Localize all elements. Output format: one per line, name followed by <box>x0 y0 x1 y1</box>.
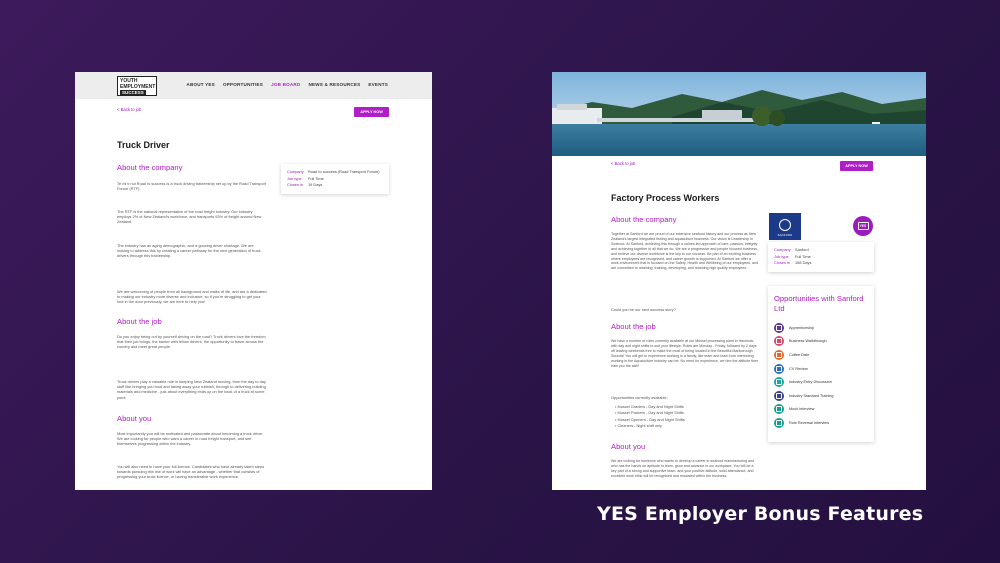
heading-about-company: About the company <box>117 163 183 172</box>
job-title: Truck Driver <box>117 140 170 150</box>
info-label: Closes in <box>774 260 791 266</box>
badge-text: YES <box>858 222 869 230</box>
opportunity-label: CV Review <box>789 366 808 371</box>
yes-logo[interactable] <box>117 76 157 96</box>
nav-job-board[interactable]: JOB BOARD <box>271 82 301 87</box>
yes-badge-icon <box>853 216 873 236</box>
job-title: Factory Process Workers <box>611 193 720 203</box>
opportunities-title: Opportunities with Sanford Ltd <box>774 294 864 313</box>
list-item: • Mussel Graders - Day and Night Shifts <box>615 404 755 410</box>
nav-news-resources[interactable]: NEWS & RESOURCES <box>308 82 361 87</box>
paragraph: You will also need to have your full licence. Candidates who have already taken steps towards pursuing this line of work will have an advantage - whether that consists of progressing your truck licence, or having transferable work experience. <box>117 464 265 480</box>
opportunity-label: Business Walkthrough <box>789 339 827 344</box>
paragraph: The RTF is the national representative of the road freight industry. Our industry employs 2% of New Zealand's workforce, and transports 93% of freight around New Zealand. <box>117 209 262 225</box>
opportunity-label: Role Reversal Interview <box>789 420 830 425</box>
logo-line-1: YOUTH <box>120 78 138 84</box>
logo-line-3: SUCCESS <box>122 90 144 95</box>
info-company-row <box>287 169 383 176</box>
factory-workers-job-page <box>552 72 926 490</box>
apply-now-button[interactable]: APPLY NOW <box>354 107 389 117</box>
opportunity-label: Industry Standard Training <box>789 393 834 398</box>
list-item: • Cleaners - Night shift only <box>615 423 755 429</box>
info-company-row <box>774 247 868 254</box>
apply-now-button[interactable]: APPLY NOW <box>840 161 873 171</box>
apprenticeship-icon <box>774 323 784 333</box>
paragraph: We have a number of roles currently available at our Mussel processing plant in Havelock, with day and night shifts to suit your lifestyle. Roles are Monday - Friday, followed by 2 days off leaving weekends free to make the most of being located in the Beautiful Marlborough Sounds! You will get to experience working in a family, like team and learn how interesting working in the Aquaculture industry can be. No need for experience, we hire the attitude then train you the skill! <box>611 339 759 368</box>
site-header <box>75 72 432 99</box>
sanford-ring-icon <box>779 219 791 231</box>
heading-about-job: About the job <box>117 317 162 326</box>
list-item: • Mussel Openers - Day and Night Shifts <box>615 417 755 423</box>
info-value: Sanford <box>795 247 809 252</box>
nav-about-yes[interactable]: ABOUT YES <box>186 82 215 87</box>
heading-about-job: About the job <box>611 322 656 331</box>
logo-line-2: EMPLOYMENT <box>120 84 156 90</box>
info-value: Full Time <box>795 253 811 259</box>
discussion-icon <box>774 377 784 387</box>
opportunity-item[interactable] <box>774 416 868 430</box>
slide-caption: YES Employer Bonus Features <box>597 503 924 525</box>
opportunities-list <box>774 321 868 430</box>
paragraph: Te mi ti nui Road to success is a truck driving traineeship set up by the Road Transport Forum (RTF). <box>117 181 266 192</box>
paragraph: We are welcoming of people from all background and walks of life, and are a dedicated to making our industry more diverse and inclusive, so if you're struggling to get your foot in the door previously, we are here to help you! <box>117 289 267 305</box>
opportunities-bullet-list <box>615 404 755 430</box>
opportunity-item[interactable] <box>774 335 868 349</box>
opportunity-label: Mock Interview <box>789 407 815 412</box>
info-value: Full Time <box>308 175 324 181</box>
paragraph: Could you be our next success story? <box>611 307 676 312</box>
reversal-icon <box>774 418 784 428</box>
list-item: • Mussel Packers - Day and Night Shifts <box>615 410 755 416</box>
paragraph: The industry has an aging demographic, and a growing driver shortage. We are looking to address this by creating a career pathway for the next generation of truck drivers through this traineeship. <box>117 243 261 259</box>
opportunities-card <box>768 286 874 442</box>
info-value: 19 Days <box>308 182 323 188</box>
cv-icon <box>774 364 784 374</box>
opportunity-label: Apprenticeship <box>789 325 815 330</box>
info-closes-row <box>287 182 383 189</box>
info-label: Closes in <box>287 182 304 188</box>
walkthrough-icon <box>774 336 784 346</box>
heading-about-you: About you <box>611 442 646 451</box>
back-to-job-link[interactable]: < Back to job <box>117 107 142 112</box>
sanford-logo-text: SANFORD <box>777 234 793 237</box>
opportunity-item[interactable] <box>774 348 868 362</box>
opportunity-item[interactable] <box>774 403 868 417</box>
opportunity-item[interactable] <box>774 375 868 389</box>
nav-events[interactable]: EVENTS <box>368 82 388 87</box>
hero-image <box>552 72 926 156</box>
info-jobtype-row <box>774 254 868 261</box>
paragraph: Truck drivers play a valuable role in keeping New Zealand moving, from the day to day stuff like bringing you food and taking away your rubbish, through to delivering building materials and medicine - just about everything ends up on the back of a truck at some point. <box>117 379 266 400</box>
marina-landscape-image <box>552 72 926 156</box>
paragraph: We are looking for someone who wants to develop a career in seafood manufacturing and who has the hands on aptitude to learn, grow and advance in our workplace. You will be a key part of a strong and supportive team, and your positive attitude, solid attendance, and excellent work ethic will be recognised and rewarded within the business. <box>611 459 754 478</box>
nav-opportunities[interactable]: OPPORTUNITIES <box>222 82 264 87</box>
info-value: 158 Days <box>795 260 812 266</box>
job-info-card <box>768 242 874 272</box>
paragraph: Opportunities currently available: <box>611 395 668 400</box>
paragraph: Most importantly you will be motivated and passionate about becoming a truck driver. We are looking for people who want a career in road freight transport, and see themselves progressing within the industry. <box>117 431 264 447</box>
info-jobtype-row <box>287 176 383 183</box>
info-label: Job type <box>774 253 789 259</box>
info-closes-row <box>774 260 868 267</box>
info-label: Job type <box>287 175 302 181</box>
opportunity-label: Coffee Date <box>789 352 810 357</box>
opportunity-item[interactable] <box>774 362 868 376</box>
opportunity-item[interactable] <box>774 389 868 403</box>
opportunity-item[interactable] <box>774 321 868 335</box>
info-label: Company <box>287 169 304 174</box>
paragraph: Do you enjoy being out by yourself driving on the road? Truck drivers love the freedom that their job brings, the banter with fellow drivers, the opportunity to travel across the country and meet great people. <box>117 334 266 350</box>
job-info-card <box>281 164 389 194</box>
main-nav <box>186 82 388 87</box>
heading-about-company: About the company <box>611 215 677 224</box>
back-to-job-link[interactable]: < Back to job <box>611 161 636 166</box>
training-icon <box>774 391 784 401</box>
info-label: Company <box>774 247 791 252</box>
truck-driver-job-page <box>75 72 432 490</box>
interview-icon <box>774 404 784 414</box>
opportunity-label: Industry Entry Discussion <box>789 380 832 385</box>
info-value: Road to success (Road Transport Forum) <box>308 169 380 174</box>
coffee-icon <box>774 350 784 360</box>
paragraph: Together at Sanford we are proud of our extensive seafood history and our process as New Zealand's largest integrated fishing and aquaculture business. Our vision is Leadership in Seafood. At Sanford, achieving this through a values-led approach of care, passion, integrity and achieving together in all that we do. We are a progressive and people focused business, and believe our diverse workforce is the key to our success. Be part of an exciting business where employees are recognised, and career growth is supported. At Sanford we offer a work environment that is focused on the Safety, Health and Wellbeing of our employees, and are committed to retaining, training, developing, and retaining high quality employees. <box>611 232 759 271</box>
heading-about-you: About you <box>117 414 152 423</box>
sanford-logo <box>769 213 801 240</box>
